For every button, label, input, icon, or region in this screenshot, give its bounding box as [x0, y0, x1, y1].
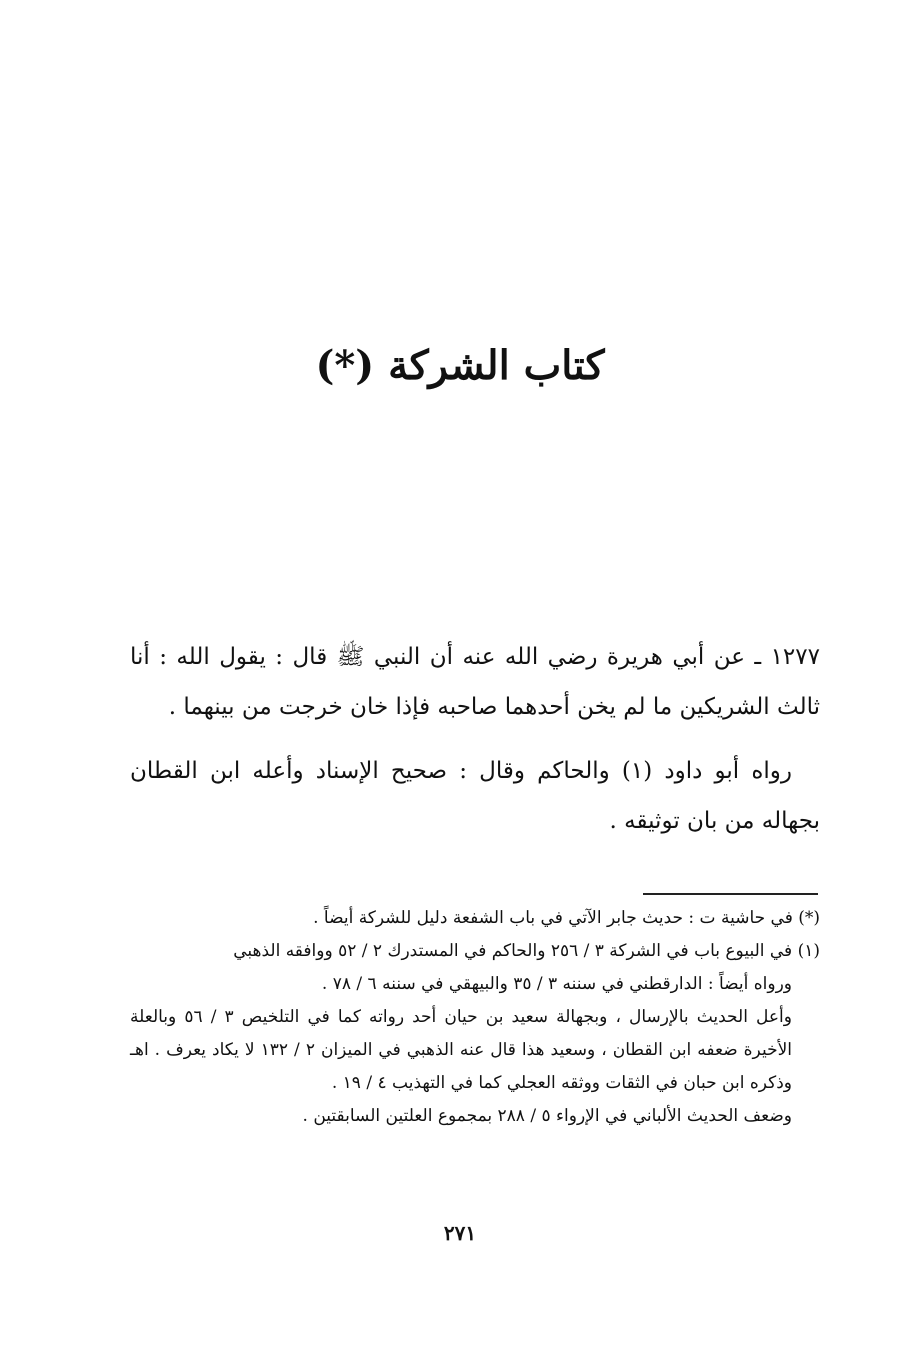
chapter-title: كتاب الشركة (*) [315, 342, 605, 389]
footnote-1-continuation: وضعف الحديث الألباني في الإرواء ٥ / ٢٨٨ بمجموع العلتين السابقتين . [302, 1106, 792, 1126]
hadith-text: ١٢٧٧ ـ عن أبي هريرة رضي الله عنه أن النبي ﷺ قال : يقول الله : أنا ثالث الشريكين ما لم يخن أحدهما صاحبه فإذا خان خرجت من بينهما . [130, 644, 820, 720]
page-number: ٢٧١ [443, 1221, 477, 1245]
footnote-1: (١) في البيوع باب في الشركة ٣ / ٢٥٦ والحاكم في المستدرك ٢ / ٥٢ ووافقه الذهبي [233, 941, 820, 961]
footnote-1-continuation: ورواه أيضاً : الدارقطني في سننه ٣ / ٣٥ والبيهقي في سننه ٦ / ٧٨ . [321, 974, 792, 994]
main-text [130, 632, 820, 846]
hadith-narration: رواه أبو داود (١) والحاكم وقال : صحيح الإسناد وأعله ابن القطان بجهاله من بان توثيقه . [130, 758, 820, 834]
footnotes [130, 902, 820, 1133]
footnote-1-continuation: وأعل الحديث بالإرسال ، وبجهالة سعيد بن حيان أحد رواته كما في التلخيص ٣ / ٥٦ وبالعلة الأخيرة ضعفه ابن القطان ، وسعيد هذا قال عنه الذهبي في الميزان ٢ / ١٣٢ لا يكاد يعرف . اهـ وذكره ابن حبان في الثقات ووثقه العجلي كما في التهذيب ٤ / ١٩ . [130, 1007, 792, 1093]
footnote-star: (*) في حاشية ت : حديث جابر الآتي في باب الشفعة دليل للشركة أيضاً . [313, 908, 820, 928]
footnote-separator [643, 893, 818, 895]
